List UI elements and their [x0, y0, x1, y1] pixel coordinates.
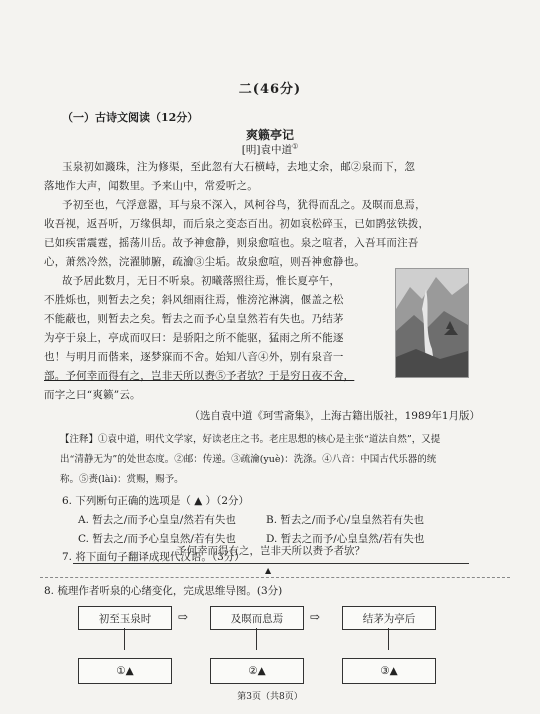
mindmap-stage-3: 结茅为亭后: [342, 606, 436, 630]
q7-answer-triangle: ▲: [265, 566, 272, 575]
q7-sentence: 予何幸而得有之，岂非天所以赉予者欤？: [176, 545, 365, 557]
arrow-right-icon: ⇨: [178, 610, 189, 624]
poem-title: 爽籁亭记: [245, 128, 294, 142]
mindmap-answer-2[interactable]: ②▲: [210, 658, 304, 684]
mindmap-answer-3[interactable]: ③▲: [342, 658, 436, 684]
poem-line: 玉泉初如濺珠，注为修渠，至此忽有大石横峙，去地丈余，邮②泉而下，忽: [62, 161, 416, 173]
connector-line: [124, 628, 125, 650]
poem-source: （选自袁中道《珂雪斋集》，上海古籍出版社，1989年1月版）: [189, 410, 480, 422]
q6-option-c: C. 暂去之/而予心皇皇然/若有失也: [78, 533, 236, 545]
notes-line: 【注释】①袁中道，明代文学家，好读老庄之书。老庄思想的核心是主张“道法自然”，又提: [60, 434, 441, 445]
poem-author: [0, 142, 540, 157]
poem-author-note-mark: ①: [291, 142, 299, 151]
poem-line: 收吾视，返吾听，万缘俱却，而后泉之变态百出。初如哀松碎玉，已如鹍弦铁拨，: [44, 218, 430, 230]
mindmap-stage-2: 及暝而息焉: [210, 606, 304, 630]
poem-line: 落地作大声，闻数里。予来山中，常爱听之。: [44, 180, 258, 192]
poem-line: 不胜烁也，则暂去之矣；斜风细雨往焉，惟滂沱淋漓，偃盖之松: [44, 294, 344, 306]
divider: [40, 577, 510, 578]
mindmap-stage-1: 初至玉泉时: [78, 606, 172, 630]
q6-option-b: B. 暂去之/而予心/皇皇然若有失也: [266, 514, 424, 526]
landscape-illustration: [395, 268, 469, 378]
subsection-title: （一）古诗文阅读（12分）: [62, 111, 199, 124]
connector-line: [256, 628, 257, 650]
notes-line: 称。⑤赉(lài)：赏赐，赐予。: [60, 474, 184, 485]
q6-option-a: A. 暂去之/而予心皇皇/然若有失也: [78, 514, 236, 526]
poem-line: 已如疾雷震霆，摇荡川岳。故予神愈静，则泉愈喧也。泉之喧者，入吾耳而注吾: [44, 237, 419, 249]
question-7-stem: 7. 将下面句子翻译成现代汉语。（3分）: [62, 551, 245, 563]
poem-line: 部。予何幸而得有之，岂非天所以赉⑤予者欤？于是穷日夜不舍，: [44, 370, 355, 382]
poem-line: 心，萧然冷然，浣濯肺腑，疏瀹③尘垢。故泉愈喧，则吾神愈静也。: [44, 256, 365, 268]
question-8-stem: 8. 梳理作者听泉的心绪变化，完成思维导图。(3分): [44, 585, 283, 597]
q6-option-d: D. 暂去之而予/心皇皇然/若有失也: [266, 533, 425, 545]
poem-line: 为亭于泉上，亭成而叹曰：是骄阳之所不能驱，猛雨之所不能逐: [44, 332, 344, 344]
poem-line: 故予居此数月，无日不听泉。初曦落照往焉，惟长夏亭午，: [62, 275, 341, 287]
poem-line: 予初至也，气浮意嚣，耳与泉不深入，风柯谷鸟，犹得而乱之。及暝而息焉，: [62, 199, 426, 211]
section-title: 二(46分): [238, 82, 302, 97]
notes-line: 出“清静无为”的处世态度。②邮：传递。③疏瀹(yuè)：洗涤。④八音：中国古代乐器的统: [60, 454, 437, 465]
page-footer: 第3页（共8页）: [237, 692, 303, 702]
poem-line: 也！与明月而偕来，逐梦寐而不舍。始知八音④外，别有泉音一: [44, 351, 344, 363]
mindmap-answer-1[interactable]: ①▲: [78, 658, 172, 684]
poem-line: 而字之曰“爽籁”云。: [44, 389, 141, 401]
question-6-stem: 6. 下列断句正确的选项是（ ▲ ）（2分）: [62, 495, 250, 507]
q7-answer-line[interactable]: [73, 563, 469, 564]
poem-author-name: [明]袁中道: [241, 144, 292, 156]
arrow-right-icon: ⇨: [310, 610, 321, 624]
poem-line: 不能蔽也，则暂去之矣。暂去之而予心皇皇然若有失也。乃结茅: [44, 313, 344, 325]
connector-line: [388, 628, 389, 650]
